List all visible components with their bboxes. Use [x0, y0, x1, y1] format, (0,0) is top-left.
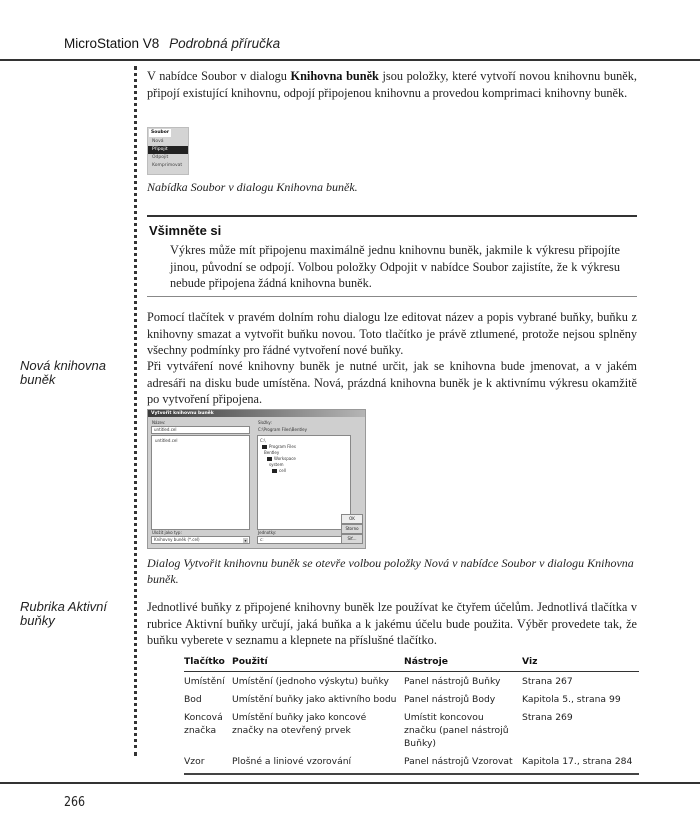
paragraph-file-menu: V nabídce Soubor v dialogu Knihovna buněk jsou položky, které vytvoří novou knihovnu buněk, připojí existující knihovnu, odpojí připojenou knihovnu a provedou komprimaci knihovny buněk.: [147, 69, 637, 100]
file-menu-figure: [147, 127, 189, 175]
create-library-dialog-figure: [147, 409, 366, 549]
cancel-button: Storno: [341, 524, 363, 534]
column-header-button: Tlačítko: [184, 654, 232, 672]
table-row: Vzor Plošné a liniové vzorování Panel nástrojů Vzorovat Kapitola 17., strana 284: [184, 752, 639, 774]
dialog-figure-caption: Dialog Vytvořit knihovnu buněk se otevře volbou položky Nová v nabídce Soubor v dialogu Knihovna buněk.: [147, 556, 634, 586]
menu-title: Soubor: [151, 130, 170, 135]
file-list-item: untitled.cel: [155, 438, 178, 443]
folder-tree-pane: [257, 435, 351, 530]
note-rule-bottom: [147, 296, 637, 297]
folders-label: Složky:: [258, 420, 272, 425]
dialog-name-bold: Knihovna buněk: [290, 69, 379, 83]
filetype-label: Uložit jako typ:: [152, 530, 182, 535]
folder-tree: C:\ Program Files Bentley Workspace system cell: [260, 438, 296, 473]
column-header-see: Viz: [522, 654, 639, 672]
chevron-down-icon: ▾: [244, 538, 247, 543]
footer-rule: [0, 782, 700, 784]
paragraph-new-library: Při vytváření nové knihovny buněk je nutné určit, jak se knihovna bude jmenovat, a v jakém adresáři na disku bude umístěna. Nová, prázdná knihovna buněk je k aktivnímu výkresu okamžitě po vytvoření připojena.: [147, 359, 637, 406]
folder-icon: [262, 445, 267, 449]
menu-figure-caption: Nabídka Soubor v dialogu Knihovna buněk.: [147, 180, 358, 194]
table-row: Koncová značka Umístění buňky jako koncové značky na otevřený prvek Umístit koncovou značku (panel nástrojů Buňky) Strana 269: [184, 712, 573, 749]
menu-item-compress: Komprimovat: [152, 163, 183, 168]
network-button: Síť...: [341, 534, 363, 544]
table-header-row: [184, 654, 639, 672]
cell-buttons-table: [184, 654, 639, 775]
margin-note-new-library: Nová knihovna buněk: [20, 358, 106, 387]
name-label: Název:: [152, 420, 166, 425]
page-number: 266: [64, 795, 86, 810]
book-title: MicroStation V8: [64, 36, 160, 51]
column-header-tools: Nástroje: [404, 654, 522, 672]
note-title: Všimněte si: [149, 223, 222, 238]
note-rule-top: [147, 215, 637, 217]
table-row: Bod Umístění buňky jako aktivního bodu Panel nástrojů Body Kapitola 5., strana 99: [184, 694, 621, 705]
filetype-combo: Knihovny buněk (*.cel) ▾: [151, 536, 250, 544]
ok-button: OK: [341, 514, 363, 524]
menu-item-detach: Odpojit: [152, 155, 169, 160]
margin-note-active-cells: Rubrika Aktivní buňky: [20, 599, 107, 628]
book-subtitle: Podrobná příručka: [169, 36, 281, 51]
table-row: Umístění Umístění (jednoho výskytu) buňky Panel nástrojů Buňky Strana 267: [184, 676, 573, 687]
note-text: Výkres může mít připojenu maximálně jednu knihovnu buněk, jakmile k výkresu připojíte jinou, původní se odpojí. Volbou položky Odpojit v nabídce Soubor zajistíte, že k výkresu nebude připojena žádná knihovna buněk.: [170, 243, 620, 290]
folder-path: C:\Program Files\Bentley: [258, 427, 308, 432]
drive-label: Jednotky:: [258, 530, 277, 535]
column-header-usage: Použití: [232, 654, 404, 672]
dialog-titlebar: Vytvořit knihovnu buněk: [148, 410, 365, 417]
paragraph-active-cells: Jednotlivé buňky z připojené knihovny buněk lze používat ke čtyřem účelům. Jednotlivá tlačítka v rubrice Aktivní buňky určují, jaká buňka a k jakému účelu bude použita. Výběr provedete tak, že buňku vyberete v seznamu a klepnete na příslušné tlačítko.: [147, 600, 637, 647]
menu-item-attach: Připojit: [148, 146, 188, 154]
drive-combo: c:: [257, 536, 349, 544]
name-field: untitled.cel: [151, 426, 250, 434]
paragraph-buttons: Pomocí tlačítek v pravém dolním rohu dialogu lze editovat název a popis vybrané buňky, buňku z knihovny smazat a vytvořit buňku novou. Toto tlačítko je právě ztlumené, protože nejsou splněny všechny podmínky pro řádné vytvoření nové buňky.: [147, 310, 637, 357]
file-list-pane: [151, 435, 250, 530]
folder-icon: [267, 457, 272, 461]
folder-open-icon: [272, 469, 277, 473]
menu-item-new: Nová: [152, 139, 164, 144]
header-rule: [0, 59, 700, 61]
margin-dotted-guide: [134, 66, 137, 756]
running-head: [64, 36, 280, 51]
